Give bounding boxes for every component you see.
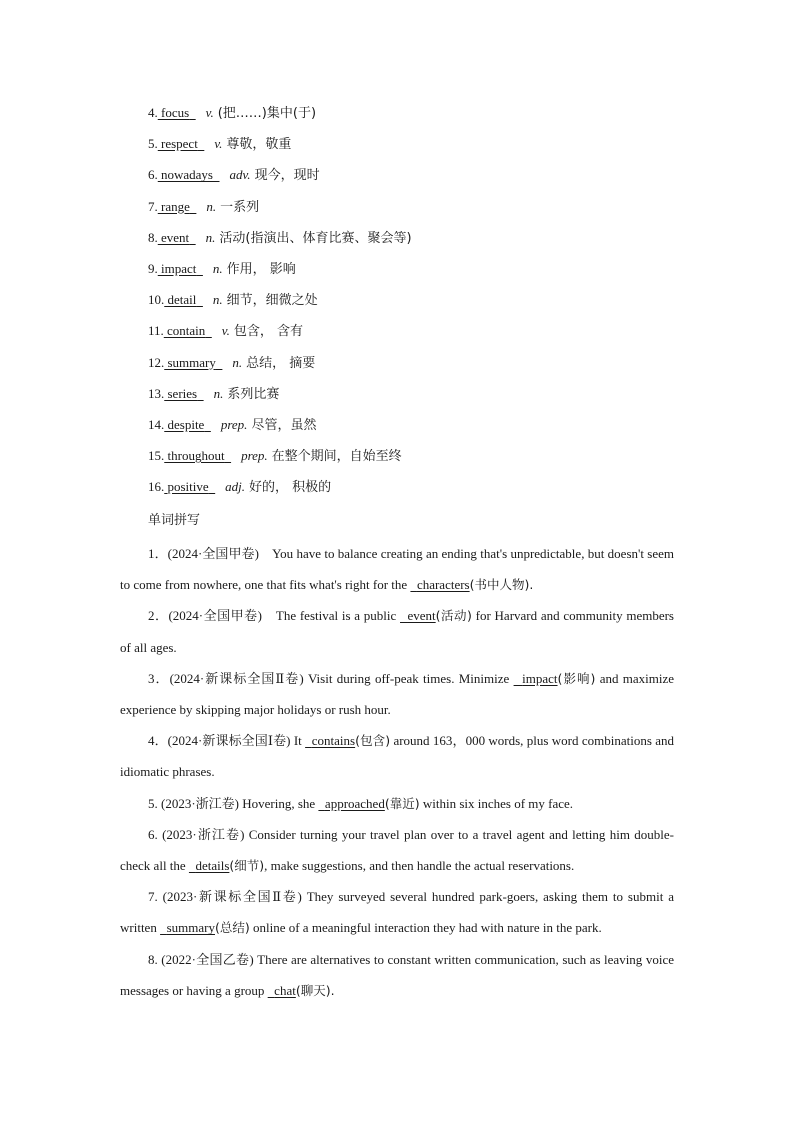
answer-blank: summary [166, 920, 215, 936]
answer-blank: contains [311, 733, 356, 749]
meaning: 好的， 积极的 [249, 480, 332, 496]
exercise-item: 6. (2023·浙江卷) Consider turning your travel plan over to a travel agent and letting him double-check all the details(细节), make suggestions, and then handle the actual reservations. [120, 826, 674, 874]
answer-blank: impact [522, 670, 558, 686]
vocab-item [148, 415, 688, 446]
answer-blank: summary [167, 354, 216, 370]
part-of-speech: adv. [229, 167, 251, 183]
meaning: 总结， 摘要 [246, 355, 316, 371]
answer-blank: focus [161, 105, 190, 120]
item-number: 16. [148, 479, 165, 495]
vocab-item [148, 165, 688, 196]
item-number: 15. [148, 448, 165, 464]
answer-blank: positive [167, 479, 209, 495]
meaning: 系列比赛 [227, 386, 280, 402]
answer-blank: contain [167, 323, 206, 339]
vocab-item [148, 259, 688, 290]
item-number: 11. [148, 323, 164, 339]
answer-blank: despite [167, 416, 205, 432]
item-number: 9. [148, 260, 158, 276]
vocab-item [148, 446, 688, 477]
exercise-item: 8. (2022·全国乙卷) There are alternatives to constant written communication, such as leaving voice messages or having a group chat(聊天). [120, 951, 674, 998]
item-number: 7. [148, 198, 158, 214]
part-of-speech: prep. [220, 416, 248, 432]
exercise-item: 2．(2024·全国甲卷) The festival is a public event(活动) for Harvard and community members of all ages. [120, 608, 674, 655]
section-title: 单词拼写 [148, 513, 201, 528]
item-number: 6. [148, 167, 158, 183]
vocab-item [148, 321, 688, 352]
answer-blank: throughout [167, 448, 225, 464]
item-number: 13. [148, 385, 165, 401]
vocab-item [148, 290, 688, 321]
answer-blank: event [407, 608, 436, 624]
part-of-speech: n. [205, 229, 216, 245]
vocab-item [148, 228, 688, 259]
vocab-item [148, 197, 688, 228]
answer-blank: series [167, 385, 198, 401]
meaning: 作用， 影响 [226, 261, 296, 277]
exercise-item: 7. (2023·新课标全国Ⅱ卷) They surveyed several hundred park-goers, asking them to submit a written summary(总结) online of a meaningful interaction they had with nature in the park. [120, 889, 674, 936]
answer-blank: impact [161, 260, 197, 276]
answer-blank: range [161, 198, 190, 214]
vocab-list [148, 103, 688, 508]
answer-blank: event [161, 229, 190, 245]
part-of-speech: adj. [225, 479, 246, 495]
item-number: 4. [148, 105, 158, 120]
vocab-item [148, 353, 688, 384]
answer-blank: respect [161, 136, 198, 152]
answer-blank: details [195, 858, 230, 874]
meaning: 细节，细微之处 [226, 293, 318, 309]
item-number: 10. [148, 292, 165, 308]
item-number: 12. [148, 354, 165, 370]
exercise-list [120, 538, 674, 1006]
item-number: 5. [148, 136, 158, 152]
answer-blank: characters [416, 577, 470, 593]
answer-blank: approached [324, 795, 385, 811]
vocab-item [148, 134, 688, 165]
part-of-speech: prep. [241, 448, 268, 464]
answer-blank: detail [167, 292, 197, 308]
part-of-speech: v. [214, 136, 223, 152]
exercise-item: 3．(2024·新课标全国Ⅱ卷) Visit during off-peak times. Minimize impact(影响) and maximize experience by skipping major holidays or rush hour. [120, 670, 675, 718]
part-of-speech: n. [206, 198, 217, 214]
answer-blank: nowadays [161, 167, 213, 183]
part-of-speech: n. [212, 260, 223, 276]
exercise-item: 4．(2024·新课标全国Ⅰ卷) It contains(包含) around 163，000 words, plus word combinations and idiomatic phrases. [120, 733, 674, 780]
vocab-item [148, 384, 688, 415]
meaning: 在整个期间，自始至终 [271, 449, 402, 465]
meaning: (把……)集中(于) [217, 106, 317, 121]
meaning: 活动(指演出、体育比赛、聚会等) [219, 230, 412, 246]
vocab-item [148, 477, 688, 508]
part-of-speech: n. [232, 354, 243, 370]
part-of-speech: v. [221, 323, 230, 339]
meaning: 现今，现时 [254, 168, 320, 184]
part-of-speech: n. [213, 385, 224, 401]
meaning: 尊敬，敬重 [226, 137, 292, 153]
vocab-item [148, 103, 688, 134]
meaning: 尽管，虽然 [251, 417, 317, 433]
meaning: 一系列 [220, 199, 260, 215]
exercise-item: 5. (2023·浙江卷) Hovering, she approached(靠近) within six inches of my face. [148, 795, 574, 811]
meaning: 包含， 含有 [233, 324, 303, 340]
part-of-speech: n. [212, 292, 223, 308]
exercise-item: 1．(2024·全国甲卷) You have to balance creating an ending that's unpredictable, but doesn't seem to come from nowhere, one that fits what's right for the characters(书中人物). [120, 546, 674, 593]
part-of-speech: v. [205, 105, 214, 120]
item-number: 14. [148, 416, 165, 432]
item-number: 8. [148, 229, 158, 245]
answer-blank: chat [274, 982, 296, 998]
